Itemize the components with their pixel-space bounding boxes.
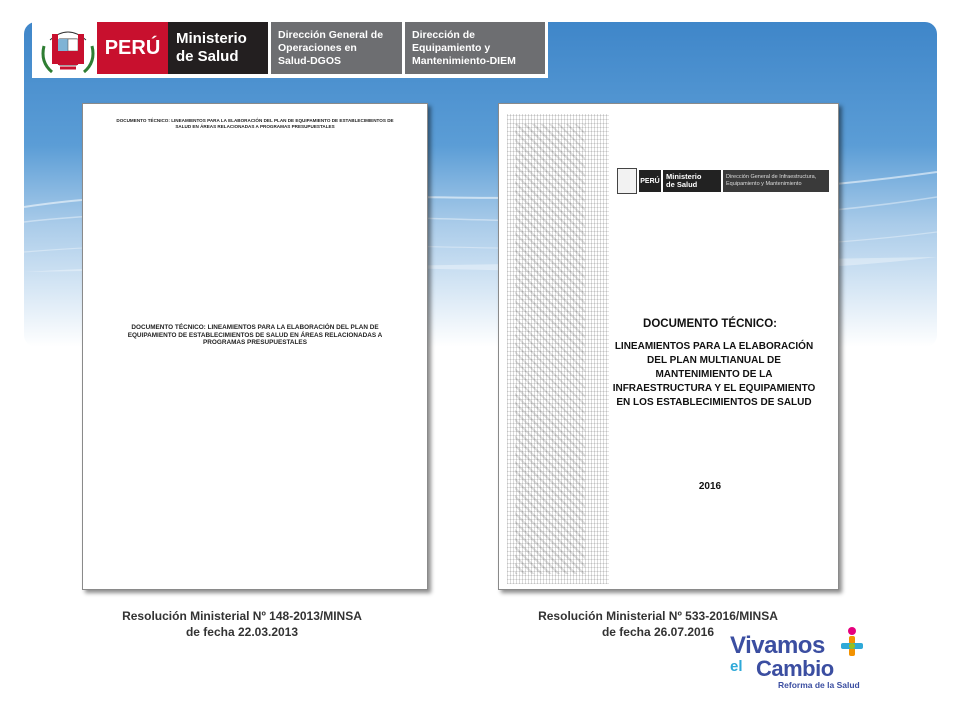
document-cover-2016 xyxy=(498,103,839,590)
direction-diem-label xyxy=(405,22,545,74)
caption-2013-line2: de fecha 22.03.2013 xyxy=(185,625,299,639)
direction1-line3: Salud-DGOS xyxy=(278,54,342,67)
document-logo-header xyxy=(617,168,829,194)
caption-2016-line1: Resolución Ministerial Nº 533-2016/MINSA xyxy=(538,609,778,623)
mini-ministry-line1: Ministerio xyxy=(666,172,702,181)
ministry-line2: de Salud xyxy=(176,48,239,65)
document-title: DOCUMENTO TÉCNICO: xyxy=(643,318,777,330)
direction1-line2: Operaciones en xyxy=(278,41,357,54)
vivamos-el-cambio-logo xyxy=(728,626,878,690)
ministry-line1: Ministerio xyxy=(176,30,247,47)
document-header-text: DOCUMENTO TÉCNICO: LINEAMIENTOS PARA LA ELABORACIÓN DEL PLAN DE EQUIPAMIENTO DE ESTABLECIMIENTOS DE SALUD EN ÁREAS RELACIONADAS A PROGRAMAS PRESUPUESTALES xyxy=(116,118,394,129)
brand-line2a: el xyxy=(730,658,743,675)
direction2-line1: Dirección de xyxy=(412,28,476,41)
mini-peru-label: PERÚ xyxy=(639,170,661,192)
brand-line1: Vivamos xyxy=(730,632,825,659)
direction-dgos-label xyxy=(271,22,402,74)
direction1-line1: Dirección General de xyxy=(278,28,384,41)
document-main-text: DOCUMENTO TÉCNICO: LINEAMIENTOS PARA LA ELABORACIÓN DEL PLAN DE EQUIPAMIENTO DE ESTABLECIMIENTOS DE SALUD EN ÁREAS RELACIONADAS A PROGRAMAS PRESUPUESTALES xyxy=(127,324,383,347)
brand-tagline: Reforma de la Salud xyxy=(778,680,860,690)
coat-of-arms-icon xyxy=(38,22,98,76)
document-cover-2013 xyxy=(82,103,428,590)
mini-ministry-line2: de Salud xyxy=(666,180,698,189)
direction2-line2: Equipamiento y xyxy=(412,41,491,54)
mini-direction-line2: Equipamiento y Mantenimiento xyxy=(726,181,802,187)
caption-2013-line1: Resolución Ministerial Nº 148-2013/MINSA xyxy=(122,609,362,623)
direction2-line3: Mantenimiento-DIEM xyxy=(412,54,516,67)
mini-coat-of-arms-icon xyxy=(617,168,637,194)
brand-line2b: Cambio xyxy=(756,656,834,681)
caption-2013 xyxy=(82,608,402,640)
mini-direction-line1: Dirección General de Infraestructura, xyxy=(726,174,817,180)
ministry-label xyxy=(168,22,268,74)
health-cross-icon xyxy=(836,626,868,658)
document-body-text: LINEAMIENTOS PARA LA ELABORACIÓN DEL PLAN MULTIANUAL DE MANTENIMIENTO DE LA INFRAESTRUCTURA Y EL EQUIPAMIENTO EN LOS ESTABLECIMIENTOS DE SALUD xyxy=(612,341,816,408)
document-year: 2016 xyxy=(698,481,722,492)
mini-ministry-label xyxy=(663,170,721,192)
caption-2016-line2: de fecha 26.07.2016 xyxy=(601,625,715,639)
scan-noise-overlay xyxy=(515,124,585,574)
peru-label: PERÚ xyxy=(97,22,168,74)
mini-direction-label xyxy=(723,170,829,192)
